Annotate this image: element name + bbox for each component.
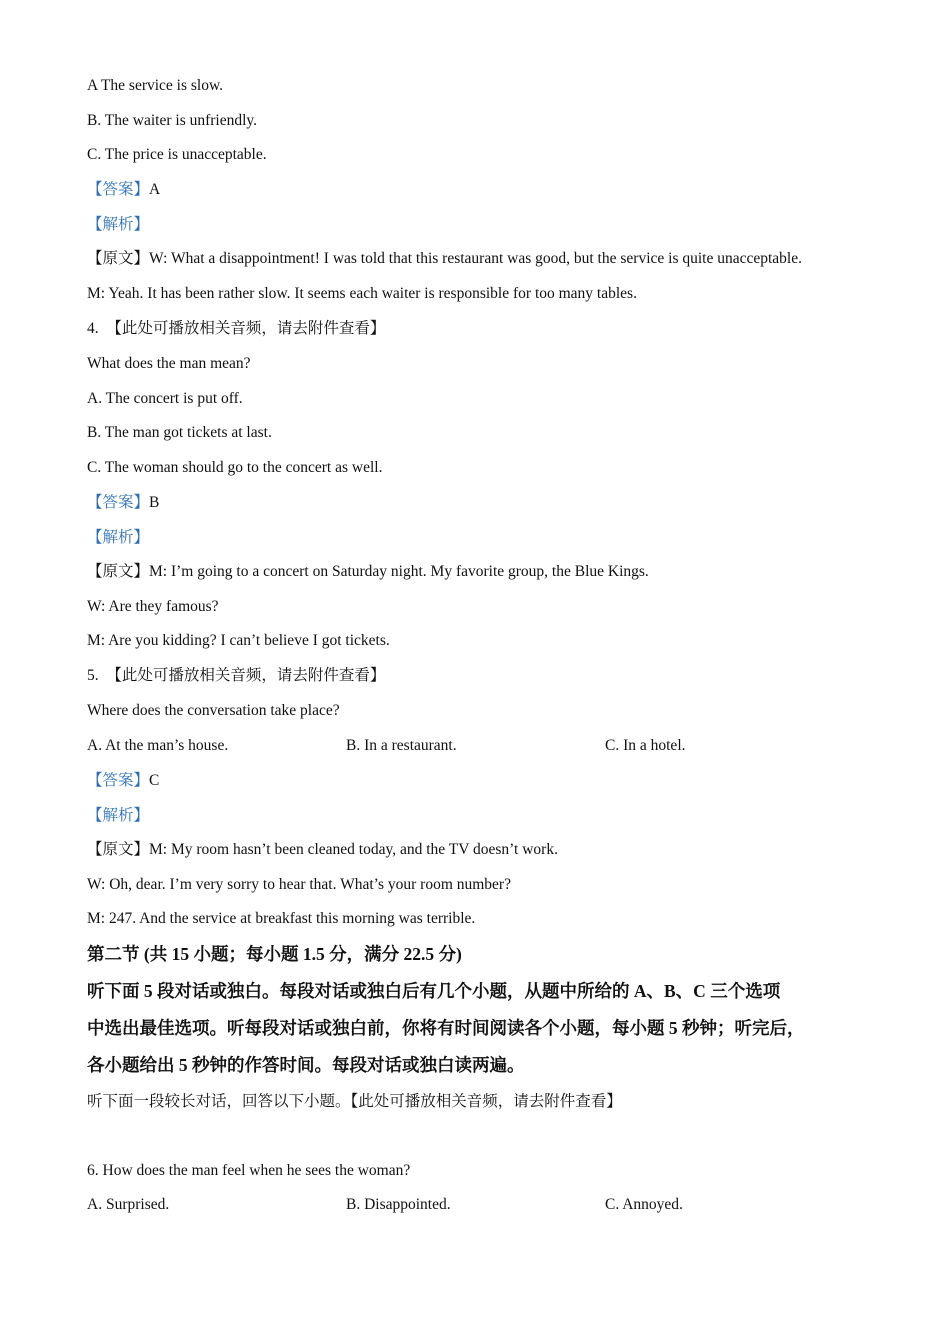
- option-a: A. At the man’s house.: [87, 737, 229, 754]
- question-text: What does the man mean?: [87, 355, 251, 372]
- transcript-line: [87, 249, 802, 269]
- transcript-text: M: My room hasn’t been cleaned today, and the TV doesn’t work.: [149, 841, 558, 858]
- transcript-text: M: I’m going to a concert on Saturday night. My favorite group, the Blue Kings.: [149, 563, 649, 580]
- option-b: B. In a restaurant.: [346, 737, 457, 754]
- transcript-line: [87, 562, 649, 582]
- answer-line: [87, 493, 159, 513]
- analysis-tag: 【解析】: [87, 529, 150, 546]
- question-number: 5.: [87, 667, 99, 684]
- option-c: C. The woman should go to the concert as well.: [87, 459, 383, 476]
- answer-tag: 【答案】: [87, 772, 150, 789]
- section-intro: 听下面一段较长对话，回答以下小题。【此处可播放相关音频，请去附件查看】: [87, 1093, 622, 1110]
- analysis-tag: 【解析】: [87, 807, 150, 824]
- option-b: B. Disappointed.: [346, 1196, 451, 1213]
- question-text: 6. How does the man feel when he sees the woman?: [87, 1162, 411, 1179]
- audio-note: 【此处可播放相关音频，请去附件查看】: [106, 320, 386, 337]
- option-a: A. The concert is put off.: [87, 390, 243, 407]
- instructions-line: 听下面 5 段对话或独白。每段对话或独白后有几个小题，从题中所给的 A、B、C 三个选项: [87, 981, 781, 1001]
- question-text: Where does the conversation take place?: [87, 702, 340, 719]
- question-header: [87, 666, 385, 686]
- transcript-line: [87, 840, 558, 860]
- analysis-tag: 【解析】: [87, 216, 150, 233]
- answer-value: A: [149, 181, 161, 198]
- transcript-line: W: Oh, dear. I’m very sorry to hear that. What’s your room number?: [87, 876, 511, 893]
- instructions-line: 中选出最佳选项。听每段对话或独白前，你将有时间阅读各个小题，每小题 5 秒钟；听完后，: [87, 1018, 805, 1038]
- instructions-line: 各小题给出 5 秒钟的作答时间。每段对话或独白读两遍。: [87, 1055, 525, 1075]
- original-tag: 【原文】: [87, 563, 150, 580]
- section-heading: 第二节 (共 15 小题；每小题 1.5 分，满分 22.5 分): [87, 944, 462, 964]
- option-a: A The service is slow.: [87, 77, 224, 94]
- original-tag: 【原文】: [87, 841, 150, 858]
- audio-note: 【此处可播放相关音频，请去附件查看】: [106, 667, 386, 684]
- option-c: C. In a hotel.: [605, 737, 686, 754]
- original-tag: 【原文】: [87, 250, 150, 267]
- option-c: C. The price is unacceptable.: [87, 146, 267, 163]
- option-b: B. The man got tickets at last.: [87, 424, 272, 441]
- question-number: 4.: [87, 320, 99, 337]
- answer-tag: 【答案】: [87, 181, 150, 198]
- option-a: A. Surprised.: [87, 1196, 170, 1213]
- answer-value: C: [149, 772, 160, 789]
- transcript-line: W: Are they famous?: [87, 598, 219, 615]
- option-c: C. Annoyed.: [605, 1196, 683, 1213]
- transcript-line: M: 247. And the service at breakfast this morning was terrible.: [87, 910, 476, 927]
- answer-line: [87, 771, 159, 791]
- transcript-text: W: What a disappointment! I was told that this restaurant was good, but the service is quite unacceptable.: [149, 250, 802, 267]
- question-header: [87, 319, 385, 339]
- transcript-line: M: Are you kidding? I can’t believe I got tickets.: [87, 632, 390, 649]
- answer-value: B: [149, 494, 160, 511]
- answer-line: [87, 180, 160, 200]
- option-b: B. The waiter is unfriendly.: [87, 112, 258, 129]
- answer-tag: 【答案】: [87, 494, 150, 511]
- transcript-line: M: Yeah. It has been rather slow. It seems each waiter is responsible for too many tables.: [87, 285, 637, 302]
